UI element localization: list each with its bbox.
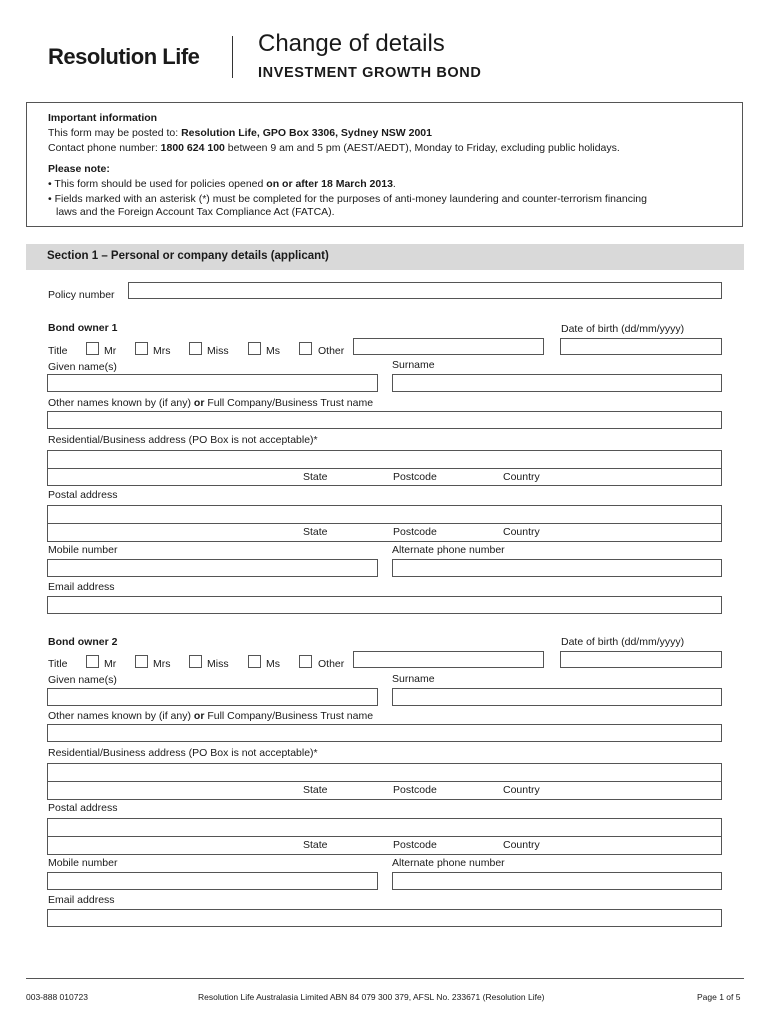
title-ms-checkbox[interactable]	[248, 655, 261, 668]
postal-address-label: Postal address	[48, 489, 118, 501]
policy-number-input[interactable]	[128, 282, 722, 299]
residential-country-label: Country	[503, 784, 540, 796]
postal-address-label: Postal address	[48, 802, 118, 814]
post-address: Resolution Life, GPO Box 3306, Sydney NSW 2001	[181, 127, 432, 139]
note-1	[48, 178, 396, 190]
phone-number: 1800 624 100	[160, 142, 225, 154]
title-ms-label: Ms	[266, 345, 280, 357]
title-other-checkbox[interactable]	[299, 655, 312, 668]
email-input[interactable]	[47, 909, 722, 927]
email-label: Email address	[48, 894, 115, 906]
other-names-or: or	[193, 710, 205, 722]
title-other-input[interactable]	[353, 651, 544, 668]
note-2-line-1: • Fields marked with an asterisk (*) must be completed for the purposes of anti-money laundering and counter-terrorism financing	[48, 193, 647, 205]
dob-label: Date of birth (dd/mm/yyyy)	[561, 636, 685, 648]
note-2-line-2: laws and the Foreign Account Tax Compliance Act (FATCA).	[56, 206, 335, 218]
mobile-label: Mobile number	[48, 857, 118, 869]
dob-input[interactable]	[560, 338, 722, 355]
title-miss-checkbox[interactable]	[189, 342, 202, 355]
residential-address-label: Residential/Business address (PO Box is not acceptable)*	[48, 434, 318, 446]
title-mr-label: Mr	[104, 345, 117, 357]
page-title: Change of details	[258, 30, 445, 57]
note1-suffix: .	[392, 178, 396, 190]
alternate-phone-input[interactable]	[392, 559, 722, 577]
bond-owner-2-heading: Bond owner 2	[48, 636, 118, 648]
mobile-input[interactable]	[47, 872, 378, 890]
residential-address-label: Residential/Business address (PO Box is not acceptable)*	[48, 747, 318, 759]
title-mr-checkbox[interactable]	[86, 655, 99, 668]
title-ms-checkbox[interactable]	[248, 342, 261, 355]
residential-country-label: Country	[503, 471, 540, 483]
footer-divider	[26, 978, 744, 979]
title-other-label: Other	[318, 658, 345, 670]
surname-input[interactable]	[392, 688, 722, 706]
other-names-prefix: Other names known by (if any)	[48, 710, 194, 722]
title-other-input[interactable]	[353, 338, 544, 355]
postal-address-divider	[48, 836, 721, 837]
title-mrs-label: Mrs	[153, 345, 171, 357]
page-number: Page 1 of 5	[697, 992, 741, 1002]
residential-state-label: State	[303, 784, 328, 796]
residential-address-divider	[48, 781, 721, 782]
title-other-label: Other	[318, 345, 345, 357]
note1-prefix: • This form should be used for policies opened	[48, 178, 267, 190]
footer-company: Resolution Life Australasia Limited ABN 84 079 300 379, AFSL No. 233671 (Resolution Life)	[198, 992, 545, 1002]
surname-label: Surname	[392, 359, 435, 371]
alternate-phone-label: Alternate phone number	[392, 857, 505, 869]
page-subtitle: INVESTMENT GROWTH BOND	[258, 65, 482, 81]
surname-input[interactable]	[392, 374, 722, 392]
postal-country-label: Country	[503, 839, 540, 851]
postal-postcode-label: Postcode	[393, 839, 437, 851]
title-mr-checkbox[interactable]	[86, 342, 99, 355]
dob-label: Date of birth (dd/mm/yyyy)	[561, 323, 685, 335]
email-input[interactable]	[47, 596, 722, 614]
title-label: Title	[48, 658, 68, 670]
other-names-suffix: Full Company/Business Trust name	[204, 710, 374, 722]
phone-suffix: between 9 am and 5 pm (AEST/AEDT), Monday to Friday, excluding public holidays.	[224, 142, 620, 154]
other-names-prefix: Other names known by (if any)	[48, 397, 194, 409]
title-miss-checkbox[interactable]	[189, 655, 202, 668]
dob-input[interactable]	[560, 651, 722, 668]
other-names-suffix: Full Company/Business Trust name	[204, 397, 374, 409]
policy-number-label: Policy number	[48, 289, 115, 301]
postal-address-divider	[48, 523, 721, 524]
phone-prefix: Contact phone number:	[48, 142, 161, 154]
post-prefix: This form may be posted to:	[48, 127, 182, 139]
title-mrs-checkbox[interactable]	[135, 342, 148, 355]
other-names-or: or	[193, 397, 205, 409]
residential-postcode-label: Postcode	[393, 784, 437, 796]
given-names-label: Given name(s)	[48, 361, 117, 373]
surname-label: Surname	[392, 673, 435, 685]
email-label: Email address	[48, 581, 115, 593]
title-mrs-label: Mrs	[153, 658, 171, 670]
title-mrs-checkbox[interactable]	[135, 655, 148, 668]
info-post-line	[48, 127, 432, 139]
title-miss-label: Miss	[207, 345, 229, 357]
given-names-label: Given name(s)	[48, 674, 117, 686]
other-names-input[interactable]	[47, 411, 722, 429]
note1-bold: on or after 18 March 2013	[266, 178, 393, 190]
title-mr-label: Mr	[104, 658, 117, 670]
alternate-phone-label: Alternate phone number	[392, 544, 505, 556]
title-miss-label: Miss	[207, 658, 229, 670]
postal-state-label: State	[303, 526, 328, 538]
residential-address-divider	[48, 468, 721, 469]
bond-owner-1-heading: Bond owner 1	[48, 322, 118, 334]
title-ms-label: Ms	[266, 658, 280, 670]
title-other-checkbox[interactable]	[299, 342, 312, 355]
residential-state-label: State	[303, 471, 328, 483]
note-heading: Please note:	[48, 163, 110, 175]
mobile-label: Mobile number	[48, 544, 118, 556]
header-divider	[232, 36, 233, 78]
mobile-input[interactable]	[47, 559, 378, 577]
postal-postcode-label: Postcode	[393, 526, 437, 538]
other-names-input[interactable]	[47, 724, 722, 742]
info-phone-line	[48, 142, 620, 154]
given-names-input[interactable]	[47, 374, 378, 392]
postal-state-label: State	[303, 839, 328, 851]
given-names-input[interactable]	[47, 688, 378, 706]
alternate-phone-input[interactable]	[392, 872, 722, 890]
logo-text: Resolution Life	[48, 44, 200, 69]
section-1-title: Section 1 – Personal or company details (applicant)	[47, 250, 329, 262]
company-logo	[48, 44, 199, 70]
other-names-label	[48, 710, 373, 722]
info-heading: Important information	[48, 112, 158, 124]
title-label: Title	[48, 345, 68, 357]
residential-postcode-label: Postcode	[393, 471, 437, 483]
form-code: 003-888 010723	[26, 992, 88, 1002]
other-names-label	[48, 397, 373, 409]
postal-country-label: Country	[503, 526, 540, 538]
